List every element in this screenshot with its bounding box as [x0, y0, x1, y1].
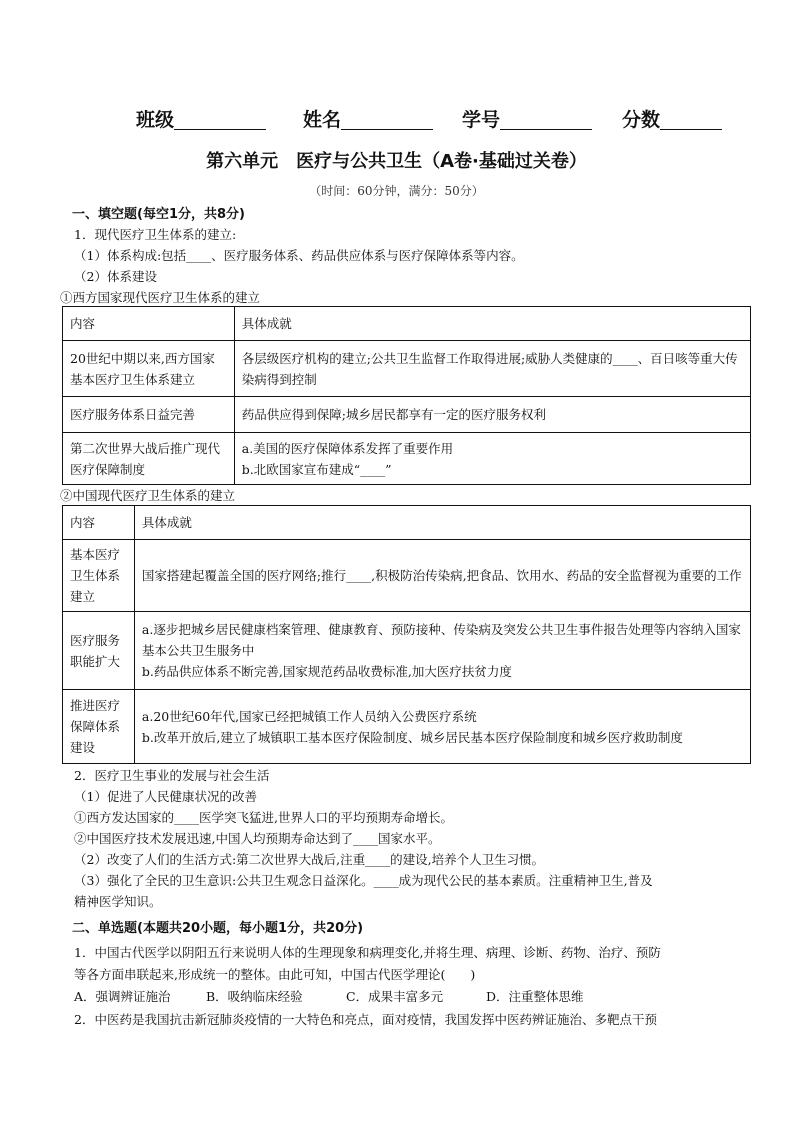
option-d[interactable]: D．注重整体思维 — [486, 989, 584, 1004]
section-heading-single-choice: 二、单选题(本题共20小题，每小题1分，共20分) — [72, 921, 364, 936]
table-2-caption: ②中国现代医疗卫生体系的建立 — [60, 488, 236, 503]
table-row — [63, 690, 751, 764]
table-cell: 基本医疗卫生体系建立 — [63, 540, 135, 612]
china-healthcare-table — [62, 505, 751, 764]
student-info-bar — [0, 100, 793, 132]
student-id-label: 学号 — [462, 109, 501, 131]
name-label: 姓名 — [303, 109, 342, 131]
table-cell: 医疗服务职能扩大 — [63, 612, 135, 690]
table-1-caption: ①西方国家现代医疗卫生体系的建立 — [60, 290, 261, 305]
option-b[interactable]: B．吸纳临床经验 — [206, 989, 303, 1004]
table-row — [63, 341, 751, 397]
exam-meta: （时间：60分钟，满分：50分） — [309, 184, 484, 198]
table-row — [63, 397, 751, 433]
student-id-blank[interactable] — [500, 129, 592, 130]
table-cell-line: b.药品供应体系不断完善,国家规范药品收费标准,加大医疗扶贫力度 — [141, 664, 512, 679]
score-label: 分数 — [622, 109, 661, 131]
table-row — [63, 540, 751, 612]
question-2-part-3-cont: 精神医学知识。 — [74, 894, 162, 909]
table-row — [63, 307, 751, 341]
option-a[interactable]: A．强调辨证施治 — [74, 989, 171, 1004]
choice-question-2-stem: 2．中医药是我国抗击新冠肺炎疫情的一大特色和亮点，面对疫情，我国发挥中医药辨证施治、多靶点干预 — [74, 1012, 657, 1027]
table-cell-line: a.逐步把城乡居民健康档案管理、健康教育、预防接种、传染病及突发公共卫生事件报告处理等内容纳入国家基本公共卫生服务中 — [141, 622, 741, 658]
table-cell-line: a.美国的医疗保障体系发挥了重要作用 — [241, 440, 454, 456]
western-healthcare-table — [62, 306, 751, 485]
question-1-part-1: （1）体系构成:包括____、医疗服务体系、药品供应体系与医疗保障体系等内容。 — [74, 248, 524, 263]
choice-question-1-stem-cont: 等各方面串联起来,形成统一的整体。由此可知，中国古代医学理论( ) — [74, 967, 476, 982]
table-cell-line: a.20世纪60年代,国家已经把城镇工作人员纳入公费医疗系统 — [141, 708, 477, 724]
table-cell: 国家搭建起覆盖全国的医疗网络;推行____,积极防治传染病,把食品、饮用水、药品的安全监督视为重要的工作 — [134, 540, 750, 612]
choice-question-1-stem: 1．中国古代医学以阴阳五行来说明人体的生理现象和病理变化,并将生理、病理、诊断、药物、治疗、预防 — [74, 945, 661, 960]
table-row — [63, 506, 751, 540]
table-cell: 第二次世界大战后推广现代医疗保障制度 — [63, 433, 235, 485]
table-header-cell: 内容 — [63, 307, 235, 341]
table-cell-line: b.改革开放后,建立了城镇职工基本医疗保险制度、城乡居民基本医疗保险制度和城乡医疗救助制度 — [141, 729, 683, 745]
class-blank[interactable] — [174, 129, 266, 130]
table-cell: 药品供应得到保障;城乡居民都享有一定的医疗服务权利 — [234, 397, 750, 433]
question-2-part-1a: ①西方发达国家的____医学突飞猛进,世界人口的平均预期寿命增长。 — [74, 810, 453, 825]
name-blank[interactable] — [341, 129, 433, 130]
question-1-stem: 1．现代医疗卫生体系的建立: — [74, 227, 237, 242]
table-row — [63, 433, 751, 485]
table-cell: 各层级医疗机构的建立;公共卫生监督工作取得进展;威胁人类健康的____、百日咳等重大传染病得到控制 — [234, 341, 750, 397]
question-2-stem: 2．医疗卫生事业的发展与社会生活 — [74, 768, 270, 783]
table-header-cell: 内容 — [63, 506, 135, 540]
option-c[interactable]: C．成果丰富多元 — [346, 989, 444, 1004]
question-2-part-1b: ②中国医疗技术发展迅速,中国人均预期寿命达到了____国家水平。 — [74, 831, 441, 846]
class-label: 班级 — [136, 109, 175, 131]
table-cell — [134, 690, 750, 764]
page-title: 第六单元 医疗与公共卫生（A卷·基础过关卷） — [206, 151, 587, 172]
question-1-part-2: （2）体系建设 — [74, 269, 157, 284]
question-2-part-2: （2）改变了人们的生活方式:第二次世界大战后,注重____的建设,培养个人卫生习惯。 — [74, 852, 545, 867]
table-cell: 20世纪中期以来,西方国家基本医疗卫生体系建立 — [63, 341, 235, 397]
table-cell: 推进医疗保障体系建设 — [63, 690, 135, 764]
question-2-part-1: （1）促进了人民健康状况的改善 — [74, 789, 257, 804]
table-cell — [234, 433, 750, 485]
table-cell — [134, 612, 750, 690]
section-heading-fill-blank: 一、填空题(每空1分，共8分) — [72, 207, 245, 222]
table-row — [63, 612, 751, 690]
table-header-cell: 具体成就 — [234, 307, 750, 341]
score-blank[interactable] — [660, 129, 722, 130]
table-cell-line: b.北欧国家宣布建成“____” — [241, 461, 392, 477]
table-header-cell: 具体成就 — [134, 506, 750, 540]
table-cell: 医疗服务体系日益完善 — [63, 397, 235, 433]
question-2-part-3: （3）强化了全民的卫生意识:公共卫生观念日益深化。____成为现代公民的基本素质。注重精神卫生,普及 — [74, 873, 653, 888]
